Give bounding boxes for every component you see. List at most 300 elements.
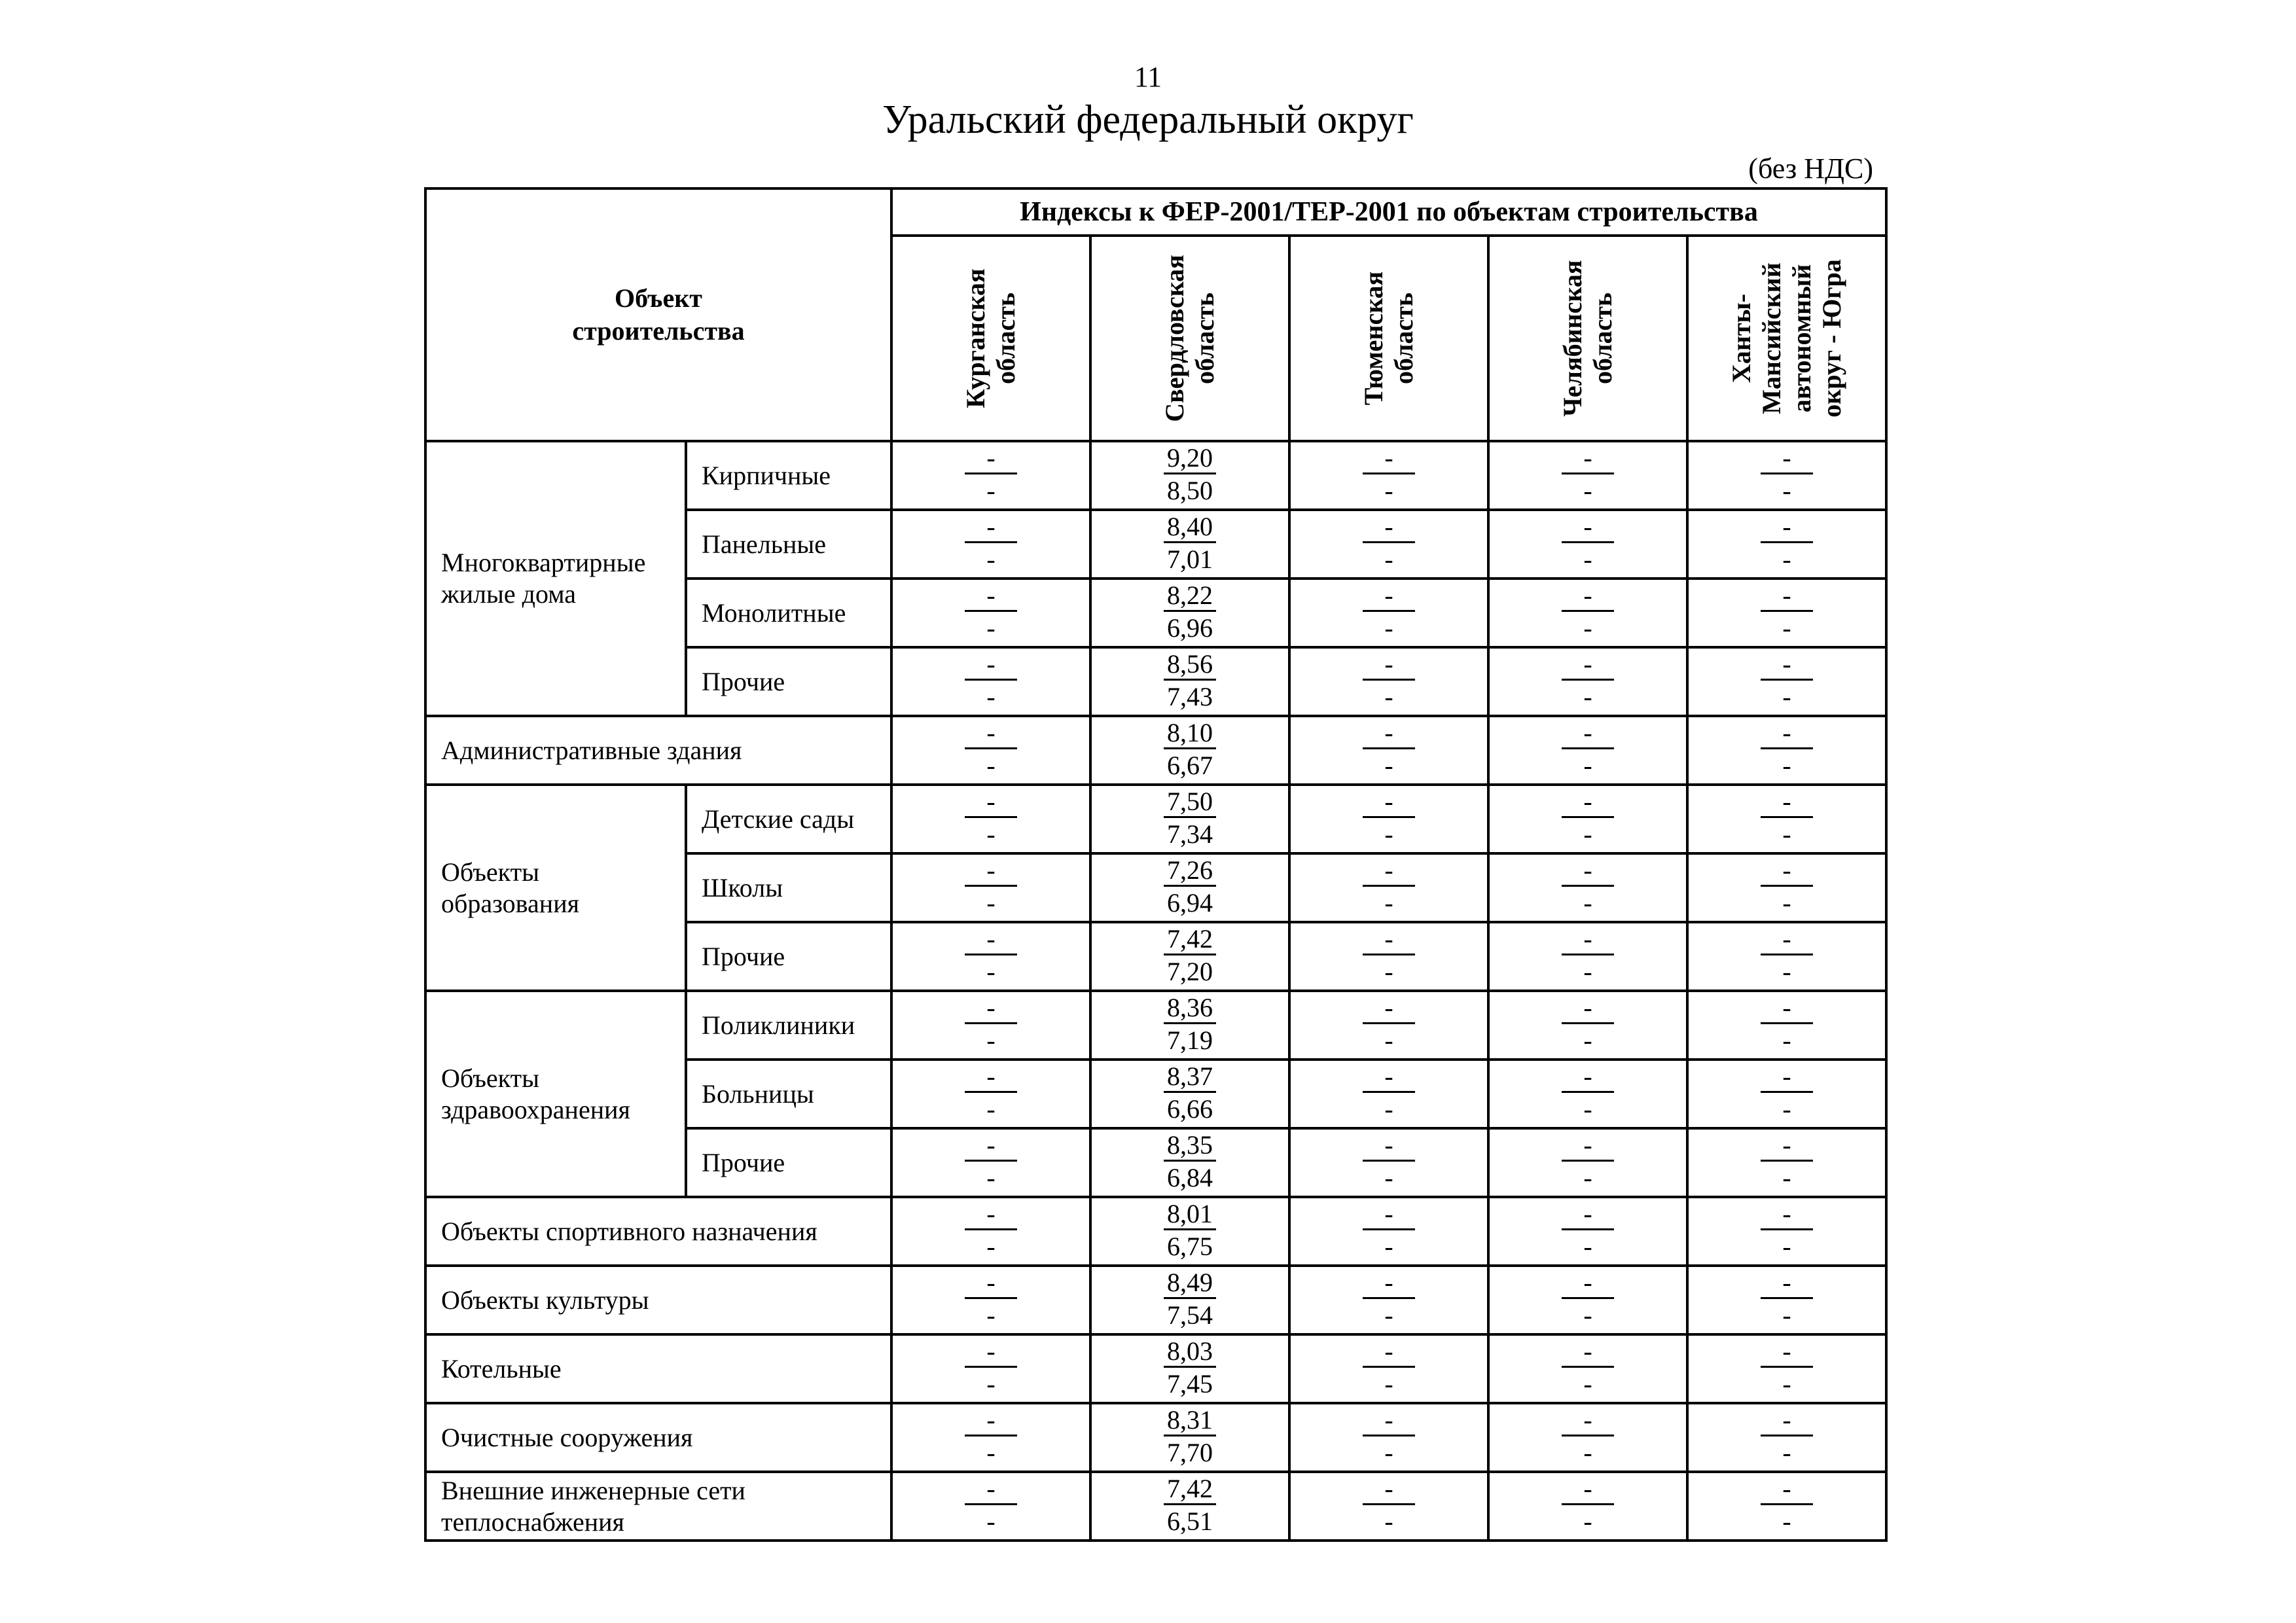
value-fraction <box>893 1198 1089 1264</box>
value-cell <box>1090 579 1289 647</box>
value-fraction <box>1689 923 1885 990</box>
region-label: Тюменская область <box>1359 271 1418 406</box>
value-fraction <box>1689 992 1885 1058</box>
value-cell <box>1687 441 1886 510</box>
value-denominator: - <box>986 682 996 711</box>
value-numerator: - <box>1363 1406 1415 1436</box>
value-fraction <box>1689 1404 1885 1471</box>
value-fraction <box>1291 1061 1487 1127</box>
value-fraction <box>1291 992 1487 1058</box>
value-cell <box>1687 853 1886 922</box>
value-cell <box>1687 510 1886 579</box>
table-row <box>425 1334 1886 1403</box>
value-fraction <box>1490 1130 1686 1196</box>
value-cell <box>1289 922 1488 991</box>
value-cell <box>1687 647 1886 716</box>
value-denominator: - <box>1782 888 1791 918</box>
value-fraction <box>893 511 1089 577</box>
value-fraction <box>893 992 1089 1058</box>
value-cell <box>1687 716 1886 785</box>
value-denominator: - <box>1384 613 1393 643</box>
value-numerator: - <box>1761 650 1813 681</box>
value-fraction <box>1291 442 1487 508</box>
value-denominator: 7,70 <box>1167 1438 1213 1467</box>
value-fraction <box>1092 1130 1288 1196</box>
value-cell <box>1687 1403 1886 1472</box>
value-fraction <box>1092 855 1288 921</box>
value-fraction <box>1689 786 1885 852</box>
value-cell <box>1488 785 1687 853</box>
value-cell <box>1687 579 1886 647</box>
value-cell <box>1488 1060 1687 1128</box>
region-label: Ханты- Мансийский автономный округ - Югра <box>1727 259 1847 418</box>
value-cell <box>1090 441 1289 510</box>
value-denominator: - <box>1583 1163 1592 1192</box>
value-numerator: - <box>1562 1131 1614 1162</box>
value-numerator: 9,20 <box>1164 444 1216 474</box>
value-cell <box>1488 1197 1687 1266</box>
value-numerator: 7,26 <box>1164 856 1216 887</box>
value-numerator: - <box>1363 1268 1415 1299</box>
value-denominator: - <box>1782 957 1791 986</box>
value-denominator: - <box>986 544 996 574</box>
region-label: Челябинская область <box>1558 260 1617 417</box>
subcategory-cell: Поликлиники <box>686 991 891 1060</box>
value-numerator: 8,22 <box>1164 581 1216 612</box>
value-numerator: - <box>1562 444 1614 474</box>
value-fraction <box>1689 649 1885 715</box>
value-denominator: - <box>1384 1026 1393 1055</box>
value-numerator: - <box>1562 856 1614 887</box>
page-title: Уральский федеральный округ <box>882 98 1414 142</box>
value-numerator: 8,31 <box>1164 1406 1216 1436</box>
table-row <box>425 716 1886 785</box>
value-denominator: - <box>1583 819 1592 849</box>
value-cell <box>891 1472 1090 1541</box>
header-object: Объект строительства <box>425 188 891 441</box>
value-numerator: - <box>1761 1131 1813 1162</box>
region-label: Свердловская область <box>1160 255 1219 422</box>
header-indices: Индексы к ФЕР-2001/ТЕР-2001 по объектам строительства <box>891 188 1886 236</box>
value-cell <box>1687 1197 1886 1266</box>
value-numerator: 8,40 <box>1164 512 1216 543</box>
value-numerator: - <box>1761 1200 1813 1230</box>
category-cell: Котельные <box>425 1334 891 1403</box>
value-numerator: - <box>965 993 1017 1024</box>
subcategory-cell: Монолитные <box>686 579 891 647</box>
value-fraction <box>1092 992 1288 1058</box>
value-numerator: - <box>1761 856 1813 887</box>
value-cell <box>891 1266 1090 1334</box>
value-fraction <box>1092 442 1288 508</box>
value-numerator: 8,35 <box>1164 1131 1216 1162</box>
value-numerator: - <box>965 1268 1017 1299</box>
value-cell <box>1289 1266 1488 1334</box>
value-cell <box>1488 647 1687 716</box>
value-cell <box>1289 716 1488 785</box>
value-denominator: - <box>1384 1232 1393 1261</box>
value-denominator: - <box>1782 544 1791 574</box>
index-table <box>424 187 1888 1542</box>
value-cell <box>1090 1060 1289 1128</box>
value-fraction <box>1490 992 1686 1058</box>
value-cell <box>1687 922 1886 991</box>
value-denominator: - <box>1583 1094 1592 1124</box>
category-cell: Объекты образования <box>425 785 686 991</box>
value-numerator: - <box>1562 1406 1614 1436</box>
value-denominator: - <box>1384 1300 1393 1330</box>
value-fraction <box>1291 511 1487 577</box>
category-cell: Объекты здравоохранения <box>425 991 686 1197</box>
value-fraction <box>1291 923 1487 990</box>
table-header <box>425 188 1886 441</box>
value-cell <box>1488 991 1687 1060</box>
value-cell <box>891 853 1090 922</box>
value-fraction <box>1291 1267 1487 1333</box>
value-denominator: 6,66 <box>1167 1094 1213 1124</box>
value-cell <box>1289 579 1488 647</box>
value-cell <box>1289 441 1488 510</box>
value-cell <box>1488 510 1687 579</box>
value-cell <box>1687 1060 1886 1128</box>
value-cell <box>1090 922 1289 991</box>
value-numerator: - <box>1562 719 1614 749</box>
value-denominator: - <box>1384 1369 1393 1399</box>
value-denominator: - <box>1583 1369 1592 1399</box>
value-cell <box>1488 1266 1687 1334</box>
value-numerator: - <box>965 1131 1017 1162</box>
value-numerator: 8,03 <box>1164 1337 1216 1368</box>
value-numerator: - <box>1761 512 1813 543</box>
value-numerator: 8,36 <box>1164 993 1216 1024</box>
value-cell <box>1687 1128 1886 1197</box>
value-numerator: - <box>1363 1474 1415 1505</box>
value-numerator: - <box>1562 1062 1614 1093</box>
value-denominator: 7,34 <box>1167 819 1213 849</box>
value-cell <box>891 1060 1090 1128</box>
value-numerator: - <box>965 444 1017 474</box>
value-cell <box>1488 1334 1687 1403</box>
value-fraction <box>1490 1198 1686 1264</box>
value-numerator: - <box>1562 1474 1614 1505</box>
value-fraction <box>893 1267 1089 1333</box>
value-cell <box>1687 785 1886 853</box>
value-denominator: - <box>1782 1507 1791 1536</box>
value-fraction <box>1291 1404 1487 1471</box>
value-numerator: - <box>1761 1062 1813 1093</box>
value-cell <box>1289 1128 1488 1197</box>
subcategory-cell: Школы <box>686 853 891 922</box>
value-fraction <box>1490 580 1686 646</box>
value-cell <box>891 922 1090 991</box>
value-fraction <box>1291 649 1487 715</box>
value-fraction <box>1092 1061 1288 1127</box>
value-numerator: - <box>965 856 1017 887</box>
value-cell <box>1289 1197 1488 1266</box>
value-fraction <box>893 1404 1089 1471</box>
value-numerator: - <box>1761 1337 1813 1368</box>
value-fraction <box>1092 717 1288 783</box>
value-fraction <box>1490 923 1686 990</box>
value-fraction <box>1092 511 1288 577</box>
value-numerator: - <box>1761 719 1813 749</box>
value-denominator: - <box>986 1232 996 1261</box>
value-cell <box>1488 579 1687 647</box>
value-fraction <box>1689 1473 1885 1539</box>
value-fraction <box>1689 1267 1885 1333</box>
subcategory-cell: Прочие <box>686 647 891 716</box>
value-denominator: - <box>986 1094 996 1124</box>
value-numerator: - <box>965 1337 1017 1368</box>
value-cell <box>1488 1128 1687 1197</box>
value-denominator: - <box>1782 1369 1791 1399</box>
value-numerator: - <box>1562 787 1614 818</box>
value-fraction <box>1291 786 1487 852</box>
value-numerator: - <box>1562 581 1614 612</box>
value-cell <box>1488 1403 1687 1472</box>
value-fraction <box>1490 1336 1686 1402</box>
value-numerator: - <box>1761 787 1813 818</box>
value-denominator: - <box>1384 1507 1393 1536</box>
value-denominator: - <box>1384 888 1393 918</box>
value-numerator: - <box>1761 1406 1813 1436</box>
value-numerator: 8,56 <box>1164 650 1216 681</box>
value-cell <box>1090 647 1289 716</box>
value-cell <box>1090 1334 1289 1403</box>
value-cell <box>1289 1060 1488 1128</box>
value-fraction <box>1291 717 1487 783</box>
value-numerator: - <box>1363 1337 1415 1368</box>
value-cell <box>891 991 1090 1060</box>
value-denominator: - <box>1384 751 1393 780</box>
value-numerator: - <box>1363 925 1415 955</box>
value-fraction <box>893 1061 1089 1127</box>
table-row <box>425 1472 1886 1541</box>
value-cell <box>891 1403 1090 1472</box>
value-fraction <box>1092 1336 1288 1402</box>
value-denominator: 7,01 <box>1167 544 1213 574</box>
value-fraction <box>1689 580 1885 646</box>
value-denominator: - <box>986 888 996 918</box>
value-fraction <box>1490 649 1686 715</box>
value-numerator: 8,10 <box>1164 719 1216 749</box>
value-numerator: - <box>1363 650 1415 681</box>
value-cell <box>1090 1403 1289 1472</box>
value-numerator: - <box>1761 1268 1813 1299</box>
value-fraction <box>1092 580 1288 646</box>
value-cell <box>1687 991 1886 1060</box>
value-denominator: - <box>1583 1507 1592 1536</box>
value-fraction <box>1092 786 1288 852</box>
value-denominator: - <box>1384 957 1393 986</box>
table-row <box>425 1403 1886 1472</box>
value-denominator: - <box>1384 682 1393 711</box>
value-numerator: 7,50 <box>1164 787 1216 818</box>
region-header-4 <box>1687 236 1886 441</box>
value-fraction <box>1490 511 1686 577</box>
value-numerator: - <box>1363 1200 1415 1230</box>
value-denominator: - <box>1782 751 1791 780</box>
value-fraction <box>1490 1061 1686 1127</box>
value-fraction <box>1490 1473 1686 1539</box>
region-label: Курганская область <box>961 268 1020 408</box>
value-cell <box>891 441 1090 510</box>
value-fraction <box>1092 1473 1288 1539</box>
value-cell <box>1090 991 1289 1060</box>
value-denominator: - <box>1782 613 1791 643</box>
value-cell <box>1289 510 1488 579</box>
value-denominator: - <box>986 1300 996 1330</box>
subcategory-cell: Прочие <box>686 922 891 991</box>
value-cell <box>1289 991 1488 1060</box>
region-header-3 <box>1488 236 1687 441</box>
value-fraction <box>1092 1267 1288 1333</box>
value-fraction <box>1689 1130 1885 1196</box>
value-cell <box>1488 1472 1687 1541</box>
table-body <box>425 441 1886 1541</box>
value-cell <box>1090 510 1289 579</box>
table-row <box>425 991 1886 1060</box>
page-number: 11 <box>1134 61 1162 93</box>
value-numerator: - <box>965 719 1017 749</box>
value-numerator: - <box>1363 856 1415 887</box>
value-numerator: - <box>1562 1268 1614 1299</box>
value-fraction <box>1291 855 1487 921</box>
value-numerator: - <box>1562 650 1614 681</box>
value-fraction <box>1291 1130 1487 1196</box>
value-cell <box>1488 853 1687 922</box>
value-numerator: - <box>965 925 1017 955</box>
value-cell <box>1289 647 1488 716</box>
value-fraction <box>893 786 1089 852</box>
table-row <box>425 1266 1886 1334</box>
subcategory-cell: Больницы <box>686 1060 891 1128</box>
value-denominator: 7,19 <box>1167 1026 1213 1055</box>
value-fraction <box>1490 1267 1686 1333</box>
value-fraction <box>1689 855 1885 921</box>
value-cell <box>1289 853 1488 922</box>
value-fraction <box>1291 580 1487 646</box>
value-denominator: 8,50 <box>1167 476 1213 505</box>
value-numerator: - <box>1761 444 1813 474</box>
value-cell <box>1687 1266 1886 1334</box>
value-cell <box>1289 1403 1488 1472</box>
value-fraction <box>1689 1061 1885 1127</box>
value-fraction <box>1689 511 1885 577</box>
value-denominator: - <box>1583 1300 1592 1330</box>
value-cell <box>1090 853 1289 922</box>
value-numerator: - <box>965 787 1017 818</box>
value-denominator: - <box>1583 751 1592 780</box>
value-cell <box>1488 716 1687 785</box>
value-fraction <box>1490 786 1686 852</box>
value-fraction <box>893 855 1089 921</box>
value-denominator: 6,67 <box>1167 751 1213 780</box>
value-fraction <box>1092 1404 1288 1471</box>
value-cell <box>1090 716 1289 785</box>
subcategory-cell: Детские сады <box>686 785 891 853</box>
value-denominator: - <box>1782 1438 1791 1467</box>
value-fraction <box>893 717 1089 783</box>
value-denominator: 7,54 <box>1167 1300 1213 1330</box>
value-numerator: - <box>1363 444 1415 474</box>
value-denominator: 6,84 <box>1167 1163 1213 1192</box>
category-cell: Внешние инженерные сети теплоснабжения <box>425 1472 891 1541</box>
value-denominator: - <box>986 751 996 780</box>
value-denominator: - <box>986 957 996 986</box>
value-denominator: - <box>986 819 996 849</box>
value-cell <box>1090 1472 1289 1541</box>
subcategory-cell: Кирпичные <box>686 441 891 510</box>
value-numerator: - <box>965 1200 1017 1230</box>
value-fraction <box>1689 442 1885 508</box>
value-numerator: 8,37 <box>1164 1062 1216 1093</box>
value-numerator: 8,49 <box>1164 1268 1216 1299</box>
value-denominator: - <box>986 1026 996 1055</box>
value-denominator: 7,43 <box>1167 682 1213 711</box>
value-numerator: - <box>1761 925 1813 955</box>
value-cell <box>891 1197 1090 1266</box>
value-numerator: - <box>1363 787 1415 818</box>
value-denominator: 6,94 <box>1167 888 1213 918</box>
value-numerator: - <box>1562 925 1614 955</box>
value-numerator: - <box>1363 993 1415 1024</box>
value-cell <box>891 647 1090 716</box>
value-denominator: 6,75 <box>1167 1232 1213 1261</box>
value-denominator: - <box>1583 888 1592 918</box>
category-cell: Административные здания <box>425 716 891 785</box>
value-cell <box>1687 1472 1886 1541</box>
value-denominator: - <box>1384 1438 1393 1467</box>
value-numerator: - <box>965 650 1017 681</box>
value-denominator: - <box>1782 1094 1791 1124</box>
subcategory-cell: Панельные <box>686 510 891 579</box>
value-fraction <box>893 1336 1089 1402</box>
table-row <box>425 1197 1886 1266</box>
vat-note: (без НДС) <box>1748 152 1873 185</box>
value-fraction <box>1689 1336 1885 1402</box>
value-fraction <box>893 442 1089 508</box>
value-denominator: - <box>1384 1163 1393 1192</box>
value-numerator: - <box>1761 1474 1813 1505</box>
value-numerator: - <box>1363 581 1415 612</box>
value-denominator: - <box>986 1369 996 1399</box>
value-cell <box>891 579 1090 647</box>
category-cell: Объекты спортивного назначения <box>425 1197 891 1266</box>
value-denominator: - <box>1583 613 1592 643</box>
value-fraction <box>1092 649 1288 715</box>
value-cell <box>1289 1472 1488 1541</box>
value-cell <box>891 1334 1090 1403</box>
value-numerator: 7,42 <box>1164 1474 1216 1505</box>
value-numerator: - <box>1562 512 1614 543</box>
value-denominator: 7,20 <box>1167 957 1213 986</box>
value-denominator: - <box>1782 476 1791 505</box>
value-fraction <box>1092 923 1288 990</box>
value-fraction <box>893 580 1089 646</box>
value-cell <box>1090 1197 1289 1266</box>
value-denominator: - <box>1782 1232 1791 1261</box>
value-cell <box>1090 1128 1289 1197</box>
value-denominator: 7,45 <box>1167 1369 1213 1399</box>
value-cell <box>1289 785 1488 853</box>
value-fraction <box>1092 1198 1288 1264</box>
value-fraction <box>893 1130 1089 1196</box>
value-numerator: - <box>1562 993 1614 1024</box>
value-fraction <box>893 1473 1089 1539</box>
value-numerator: - <box>1363 1131 1415 1162</box>
value-denominator: - <box>1782 819 1791 849</box>
